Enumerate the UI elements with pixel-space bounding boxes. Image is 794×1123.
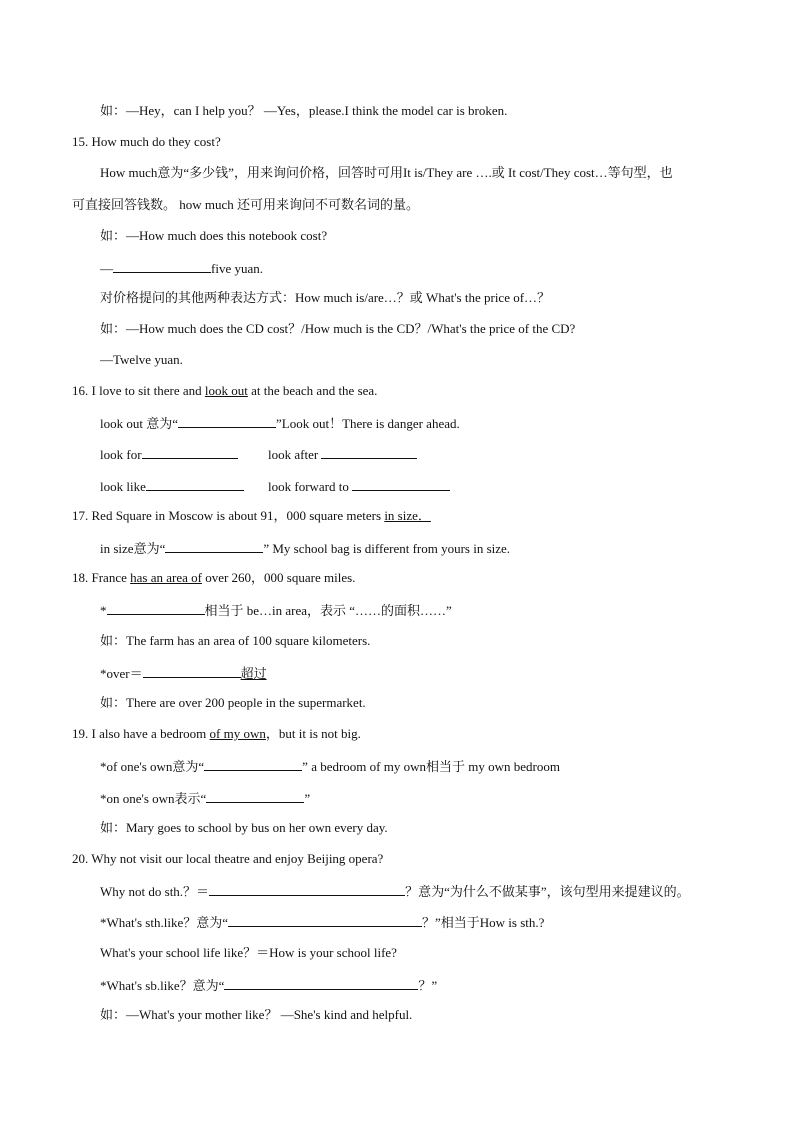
answer-blank[interactable] — [113, 259, 211, 273]
phrase-text: look forward to — [268, 479, 353, 494]
answer-text: —Twelve yuan. — [100, 352, 183, 367]
example-text: 如：There are over 200 people in the supermarket. — [100, 695, 366, 710]
phrase-text: in size意为“ — [100, 541, 166, 556]
phrase-text: ”Look out！There is danger ahead. — [276, 416, 460, 431]
answer-blank[interactable] — [146, 477, 244, 491]
item-15-example-2 — [100, 321, 575, 337]
phrase-text: *over＝ — [100, 666, 143, 681]
sentence-text: at the beach and the sea. — [247, 383, 378, 398]
item-20-school-life — [100, 945, 397, 961]
item-15-example-2-answer — [100, 352, 183, 368]
phrase-text: *on one's own表示“ — [100, 791, 207, 806]
item-17-title — [72, 508, 431, 524]
phrase-text: Why not do sth.？＝ — [100, 884, 210, 899]
example-text: 如：—How much does the CD cost？/How much is the CD？/What's the price of the CD? — [100, 321, 576, 336]
item-20-whats-sb-like — [100, 976, 437, 994]
item-16-look-like — [100, 477, 244, 495]
example-text: 如：—Hey，can I help you？ —Yes，please.I think the model car is broken. — [100, 103, 508, 118]
phrase-text: 相当于 be…in area，表示 “……的面积……” — [204, 603, 452, 618]
example-text: 如：—What's your mother like？ —She's kind and helpful. — [100, 1007, 413, 1022]
example-text: 如：The farm has an area of 100 square kilometers. — [100, 633, 371, 648]
item-20-why-not — [100, 882, 690, 900]
answer-blank[interactable] — [142, 445, 238, 459]
phrase-text: *What's sth.like？意为“ — [100, 915, 228, 930]
item-15-other-expressions — [100, 290, 550, 306]
item-20-example — [100, 1007, 412, 1023]
answer-blank[interactable] — [228, 913, 422, 927]
sentence-text: 19. I also have a bedroom — [72, 726, 210, 741]
answer-text: five yuan. — [211, 261, 263, 276]
phrase-text: *What's sb.like？意为“ — [100, 978, 225, 993]
phrase-text: ” a bedroom of my own相当于 my own bedroom — [302, 759, 560, 774]
item-19-title — [72, 726, 361, 742]
phrase-text: look for — [100, 447, 142, 462]
underlined-phrase: has an area of — [130, 570, 202, 585]
explanation-text: 可直接回答钱数。 how much 还可用来询问不可数名词的量。 — [72, 197, 420, 212]
item-19-on-ones-own — [100, 789, 310, 807]
phrase-text: 超过 — [240, 666, 267, 681]
item-title-text: 15. How much do they cost? — [72, 134, 221, 149]
item-19-example — [100, 820, 388, 836]
underlined-phrase: look out — [204, 383, 248, 398]
item-18-over — [100, 664, 267, 682]
example-text: 如：—How much does this notebook cost? — [100, 228, 328, 243]
item-18-equivalent — [100, 601, 452, 619]
item-19-of-ones-own — [100, 757, 560, 775]
phrase-text: look out 意为“ — [100, 416, 178, 431]
item-18-title — [72, 570, 355, 586]
answer-blank[interactable] — [352, 477, 450, 491]
sentence-text: 18. France — [72, 570, 131, 585]
answer-blank[interactable] — [107, 601, 205, 615]
item-16-look-for — [100, 445, 238, 463]
item-18-example-1 — [100, 633, 370, 649]
example-text: 如：Mary goes to school by bus on her own every day. — [100, 820, 388, 835]
answer-blank[interactable] — [143, 664, 241, 678]
dash: — — [100, 261, 113, 276]
item-16-look-after — [268, 445, 417, 463]
sentence-text: 17. Red Square in Moscow is about 91，000 square meters — [72, 508, 385, 523]
item-15-example-1 — [100, 228, 327, 244]
item-17-in-size — [100, 539, 510, 557]
phrase-text: *of one's own意为“ — [100, 759, 205, 774]
phrase-text: ” — [304, 791, 311, 806]
phrase-text: ？” — [418, 978, 438, 993]
explanation-text: How much意为“多少钱”，用来询问价格，回答时可用It is/They are ….或 It cost/They cost…等句型，也 — [100, 165, 673, 180]
sentence-text: over 260，000 square miles. — [201, 570, 356, 585]
item-18-example-2 — [100, 695, 366, 711]
answer-blank[interactable] — [206, 789, 304, 803]
phrase-text: ” My school bag is different from yours in size. — [263, 541, 511, 556]
answer-blank[interactable] — [204, 757, 302, 771]
item-16-look-forward-to — [268, 477, 450, 495]
item-15-answer-line — [100, 259, 263, 277]
example-line — [100, 103, 507, 119]
answer-blank[interactable] — [321, 445, 417, 459]
item-16-title — [72, 383, 377, 399]
answer-blank[interactable] — [178, 414, 276, 428]
phrase-text: look after — [268, 447, 322, 462]
sentence-text: ，but it is not big. — [265, 726, 361, 741]
example-text: What's your school life like？＝How is your school life? — [100, 945, 397, 960]
item-title-text: 20. Why not visit our local theatre and enjoy Beijing opera? — [72, 851, 384, 866]
item-15-title — [72, 134, 221, 150]
item-20-whats-sth-like — [100, 913, 544, 931]
phrase-text: look like — [100, 479, 146, 494]
item-15-explanation-2 — [72, 197, 419, 213]
item-15-explanation-1 — [100, 165, 673, 181]
explanation-text: 对价格提问的其他两种表达方式：How much is/are…？或 What's the price of…？ — [100, 290, 551, 305]
phrase-text: ？”相当于How is sth.? — [422, 915, 545, 930]
answer-blank[interactable] — [209, 882, 405, 896]
star-mark: * — [100, 603, 107, 618]
item-16-look-out — [100, 414, 460, 432]
answer-blank[interactable] — [224, 976, 418, 990]
underlined-phrase: of my own — [209, 726, 266, 741]
answer-blank[interactable] — [165, 539, 263, 553]
phrase-text: ？意为“为什么不做某事”，该句型用来提建议的。 — [405, 884, 690, 899]
item-20-title — [72, 851, 383, 867]
underlined-phrase: in size． — [384, 508, 431, 523]
sentence-text: 16. I love to sit there and — [72, 383, 205, 398]
